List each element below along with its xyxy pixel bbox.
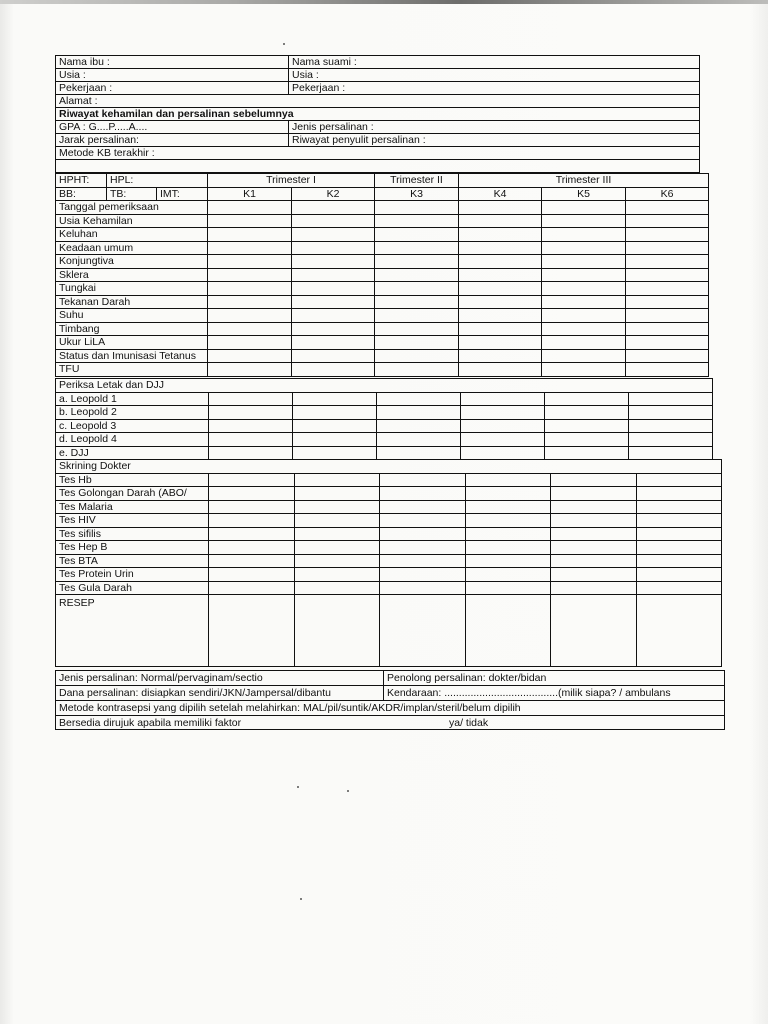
grid-header-row-1: [56, 174, 709, 188]
visit-cell[interactable]: [208, 336, 292, 350]
visit-cell[interactable]: [295, 514, 380, 528]
visit-cell[interactable]: [209, 406, 293, 420]
visit-cell[interactable]: [629, 433, 713, 447]
visit-cell[interactable]: [208, 282, 292, 296]
row-dana-kendaraan: [55, 685, 725, 700]
visit-cell[interactable]: [459, 255, 542, 269]
visit-cell[interactable]: [292, 295, 375, 309]
visit-cell[interactable]: [293, 406, 377, 420]
blank-cell: [56, 160, 699, 172]
table-row: [56, 282, 709, 296]
visit-cell[interactable]: [637, 568, 722, 582]
visit-k2: K2: [292, 187, 375, 201]
visit-cell[interactable]: [209, 446, 293, 460]
visit-k1: K1: [208, 187, 292, 201]
visit-cell[interactable]: [637, 473, 722, 487]
row-jenis-penolong: [55, 670, 725, 685]
visit-cell[interactable]: [292, 309, 375, 323]
jenis-persalinan-label: Jenis persalinan :: [288, 121, 699, 133]
row-label: Tungkai: [56, 282, 208, 296]
visit-cell[interactable]: [461, 433, 545, 447]
visit-cell[interactable]: [295, 527, 380, 541]
visit-cell[interactable]: [626, 255, 709, 269]
row-usia: [55, 68, 700, 81]
visit-cell[interactable]: [209, 568, 295, 582]
resep-row: [56, 595, 722, 667]
visit-cell[interactable]: [626, 241, 709, 255]
visit-cell[interactable]: [626, 363, 709, 377]
visit-cell[interactable]: [551, 487, 637, 501]
visit-cell[interactable]: [551, 581, 637, 595]
visit-cell[interactable]: [466, 527, 551, 541]
visit-cell[interactable]: [551, 568, 637, 582]
visit-cell[interactable]: [208, 228, 292, 242]
visit-cell[interactable]: [551, 473, 637, 487]
pekerjaan-suami-label: Pekerjaan :: [288, 82, 699, 94]
visit-cell[interactable]: [380, 554, 466, 568]
row-alamat: [55, 94, 700, 107]
row-label: Tes BTA: [56, 554, 209, 568]
visit-cell[interactable]: [292, 214, 375, 228]
visit-cell[interactable]: [209, 473, 295, 487]
visit-cell[interactable]: [459, 214, 542, 228]
visit-cell[interactable]: [293, 392, 377, 406]
visit-cell[interactable]: [551, 527, 637, 541]
visit-cell[interactable]: [466, 568, 551, 582]
row-label: Konjungtiva: [56, 255, 208, 269]
visit-cell[interactable]: [380, 500, 466, 514]
scan-edge: [0, 0, 768, 4]
visit-cell[interactable]: [292, 268, 375, 282]
row-label: Tes Golongan Darah (ABO/: [56, 487, 209, 501]
table-row: [56, 541, 722, 555]
metode-kb-label: Metode KB terakhir :: [59, 147, 155, 159]
row-label: c. Leopold 3: [56, 419, 209, 433]
visit-cell[interactable]: [375, 201, 459, 215]
row-label: a. Leopold 1: [56, 392, 209, 406]
visit-cell[interactable]: [295, 473, 380, 487]
leopold-table: [55, 378, 713, 460]
visit-cell[interactable]: [626, 349, 709, 363]
resep-k1: [209, 595, 295, 667]
visit-cell[interactable]: [626, 214, 709, 228]
trimester-2-label: Trimester II: [375, 174, 459, 188]
resep-k2: [295, 595, 380, 667]
row-metode-kb: [55, 146, 700, 159]
usia-ibu-label: Usia :: [59, 69, 86, 81]
table-row: [56, 241, 709, 255]
visit-cell[interactable]: [629, 419, 713, 433]
visit-cell[interactable]: [542, 255, 626, 269]
table-row: [56, 349, 709, 363]
row-pekerjaan: [55, 81, 700, 94]
table-row: [56, 473, 722, 487]
visit-cell[interactable]: [208, 295, 292, 309]
exam-table: [55, 173, 709, 377]
visit-cell[interactable]: [466, 581, 551, 595]
visit-cell[interactable]: [459, 322, 542, 336]
visit-cell[interactable]: [295, 554, 380, 568]
footer-dirujuk: Bersedia dirujuk apabila memiliki faktor: [59, 717, 242, 729]
visit-cell[interactable]: [637, 514, 722, 528]
table-row: [56, 268, 709, 282]
table-row: [56, 581, 722, 595]
visit-cell[interactable]: [377, 433, 461, 447]
visit-cell[interactable]: [459, 268, 542, 282]
visit-cell[interactable]: [637, 487, 722, 501]
visit-cell[interactable]: [208, 322, 292, 336]
visit-cell[interactable]: [295, 500, 380, 514]
visit-cell[interactable]: [208, 349, 292, 363]
resep-k3: [380, 595, 466, 667]
visit-k6: K6: [626, 187, 709, 201]
visit-cell[interactable]: [375, 255, 459, 269]
row-dirujuk: [55, 715, 725, 730]
visit-cell[interactable]: [545, 392, 629, 406]
hpht-label: HPHT:: [56, 174, 107, 188]
visit-cell[interactable]: [459, 228, 542, 242]
visit-cell[interactable]: [209, 392, 293, 406]
visit-k5: K5: [542, 187, 626, 201]
visit-cell[interactable]: [637, 541, 722, 555]
visit-cell[interactable]: [461, 392, 545, 406]
visit-cell[interactable]: [375, 336, 459, 350]
bb-label: BB:: [56, 187, 107, 201]
table-row: [56, 446, 713, 460]
table-row: [56, 336, 709, 350]
table-row: [56, 487, 722, 501]
footer-ya-tidak: ya/ tidak: [449, 717, 489, 729]
table-row: [56, 255, 709, 269]
nama-suami-label: Nama suami :: [288, 56, 699, 68]
visit-cell[interactable]: [626, 336, 709, 350]
row-label: Tes Hep B: [56, 541, 209, 555]
exam-rows: [56, 201, 709, 377]
row-label: Tes sifilis: [56, 527, 209, 541]
footer-kendaraan: Kendaraan: .......................................(milik siapa? / ambulans: [383, 686, 724, 700]
visit-cell[interactable]: [292, 241, 375, 255]
footer-penolong: Penolong persalinan: dokter/bidan: [383, 671, 724, 685]
visit-cell[interactable]: [626, 282, 709, 296]
row-label: Sklera: [56, 268, 208, 282]
visit-cell[interactable]: [292, 255, 375, 269]
visit-cell[interactable]: [375, 268, 459, 282]
visit-cell[interactable]: [380, 527, 466, 541]
riwayat-title: Riwayat kehamilan dan persalinan sebelumnya: [59, 108, 294, 120]
table-row: [56, 527, 722, 541]
tb-label: TB:: [107, 187, 157, 201]
visit-cell[interactable]: [542, 268, 626, 282]
visit-cell[interactable]: [466, 473, 551, 487]
visit-cell[interactable]: [459, 282, 542, 296]
visit-cell[interactable]: [459, 336, 542, 350]
scan-speck: [300, 898, 302, 900]
visit-cell[interactable]: [459, 309, 542, 323]
riwayat-penyulit-label: Riwayat penyulit persalinan :: [288, 134, 699, 146]
visit-cell[interactable]: [208, 309, 292, 323]
visit-cell[interactable]: [375, 309, 459, 323]
footer-jenis-persalinan: Jenis persalinan: Normal/pervaginam/sectio: [59, 672, 263, 684]
visit-cell[interactable]: [293, 433, 377, 447]
visit-cell[interactable]: [637, 500, 722, 514]
skrining-table: [55, 459, 722, 667]
visit-cell[interactable]: [626, 322, 709, 336]
visit-cell[interactable]: [209, 554, 295, 568]
usia-suami-label: Usia :: [288, 69, 699, 81]
section-skrining-row: [56, 460, 722, 474]
visit-cell[interactable]: [375, 241, 459, 255]
alamat-label: Alamat :: [59, 95, 98, 107]
visit-cell[interactable]: [542, 309, 626, 323]
visit-cell[interactable]: [545, 446, 629, 460]
visit-cell[interactable]: [209, 500, 295, 514]
row-jarak: [55, 133, 700, 146]
footer-kontrasepsi: Metode kontrasepsi yang dipilih setelah melahirkan: MAL/pil/suntik/AKDR/implan/steril/belum dipilih: [59, 702, 521, 714]
visit-cell[interactable]: [542, 214, 626, 228]
table-row: [56, 295, 709, 309]
table-row: [56, 433, 713, 447]
visit-cell[interactable]: [551, 500, 637, 514]
visit-cell[interactable]: [208, 363, 292, 377]
trimester-1-label: Trimester I: [208, 174, 375, 188]
visit-cell[interactable]: [377, 392, 461, 406]
visit-cell[interactable]: [292, 336, 375, 350]
visit-cell[interactable]: [380, 473, 466, 487]
visit-cell[interactable]: [459, 363, 542, 377]
visit-cell[interactable]: [208, 241, 292, 255]
visit-cell[interactable]: [459, 201, 542, 215]
row-label: Tes Protein Urin: [56, 568, 209, 582]
visit-cell[interactable]: [380, 568, 466, 582]
visit-cell[interactable]: [209, 541, 295, 555]
visit-cell[interactable]: [375, 228, 459, 242]
visit-cell[interactable]: [551, 541, 637, 555]
visit-cell[interactable]: [545, 406, 629, 420]
visit-cell[interactable]: [542, 228, 626, 242]
row-label: Status dan Imunisasi Tetanus: [56, 349, 208, 363]
skrining-rows: [56, 473, 722, 595]
identity-block: [55, 55, 700, 173]
visit-cell[interactable]: [380, 514, 466, 528]
visit-cell[interactable]: [542, 295, 626, 309]
visit-cell[interactable]: [461, 419, 545, 433]
visit-cell[interactable]: [377, 446, 461, 460]
leopold-rows: [56, 392, 713, 460]
visit-cell[interactable]: [209, 419, 293, 433]
visit-cell[interactable]: [542, 363, 626, 377]
visit-cell[interactable]: [293, 419, 377, 433]
visit-cell[interactable]: [295, 487, 380, 501]
visit-cell[interactable]: [629, 446, 713, 460]
visit-cell[interactable]: [295, 541, 380, 555]
visit-cell[interactable]: [626, 268, 709, 282]
footer-dana: Dana persalinan: disiapkan sendiri/JKN/Jampersal/dibantu: [59, 687, 331, 699]
visit-cell[interactable]: [466, 541, 551, 555]
resep-label: RESEP: [56, 595, 209, 667]
visit-cell[interactable]: [380, 581, 466, 595]
visit-cell[interactable]: [208, 255, 292, 269]
visit-cell[interactable]: [377, 406, 461, 420]
trimester-3-label: Trimester III: [459, 174, 709, 188]
visit-cell[interactable]: [380, 487, 466, 501]
table-row: [56, 554, 722, 568]
row-label: Keluhan: [56, 228, 208, 242]
row-label: Ukur LiLA: [56, 336, 208, 350]
visit-cell[interactable]: [461, 406, 545, 420]
row-gpa: [55, 120, 700, 133]
visit-cell[interactable]: [209, 527, 295, 541]
resep-k4: [466, 595, 551, 667]
row-label: Tes HIV: [56, 514, 209, 528]
visit-cell[interactable]: [295, 581, 380, 595]
visit-cell[interactable]: [292, 363, 375, 377]
visit-cell[interactable]: [466, 500, 551, 514]
row-label: Timbang: [56, 322, 208, 336]
table-row: [56, 514, 722, 528]
table-row: [56, 500, 722, 514]
visit-cell[interactable]: [459, 295, 542, 309]
visit-cell[interactable]: [208, 214, 292, 228]
visit-cell[interactable]: [209, 514, 295, 528]
visit-cell[interactable]: [629, 406, 713, 420]
visit-cell[interactable]: [375, 363, 459, 377]
visit-cell[interactable]: [375, 295, 459, 309]
visit-cell[interactable]: [209, 581, 295, 595]
visit-cell[interactable]: [637, 581, 722, 595]
visit-cell[interactable]: [626, 309, 709, 323]
table-row: [56, 406, 713, 420]
visit-cell[interactable]: [380, 541, 466, 555]
row-label: TFU: [56, 363, 208, 377]
visit-cell[interactable]: [637, 554, 722, 568]
table-row: [56, 568, 722, 582]
visit-k3: K3: [375, 187, 459, 201]
visit-cell[interactable]: [295, 568, 380, 582]
visit-cell[interactable]: [466, 554, 551, 568]
visit-cell[interactable]: [292, 201, 375, 215]
visit-cell[interactable]: [466, 514, 551, 528]
visit-cell[interactable]: [377, 419, 461, 433]
row-blank: [55, 159, 700, 173]
visit-cell[interactable]: [542, 336, 626, 350]
visit-k4: K4: [459, 187, 542, 201]
visit-cell[interactable]: [542, 241, 626, 255]
row-label: Suhu: [56, 309, 208, 323]
row-nama: [55, 55, 700, 68]
row-kontrasepsi: [55, 700, 725, 715]
scan-speck: [283, 43, 285, 45]
table-row: [56, 419, 713, 433]
row-label: b. Leopold 2: [56, 406, 209, 420]
visit-cell[interactable]: [551, 514, 637, 528]
visit-cell[interactable]: [292, 228, 375, 242]
table-row: [56, 363, 709, 377]
visit-cell[interactable]: [551, 554, 637, 568]
visit-cell[interactable]: [375, 349, 459, 363]
visit-cell[interactable]: [542, 349, 626, 363]
visit-cell[interactable]: [542, 282, 626, 296]
visit-cell[interactable]: [375, 282, 459, 296]
visit-cell[interactable]: [637, 527, 722, 541]
table-row: [56, 309, 709, 323]
row-label: e. DJJ: [56, 446, 209, 460]
visit-cell[interactable]: [542, 322, 626, 336]
row-label: Tekanan Darah: [56, 295, 208, 309]
visit-cell[interactable]: [466, 487, 551, 501]
section-letak-row: [56, 379, 713, 393]
table-row: [56, 392, 713, 406]
scan-speck: [297, 786, 299, 788]
table-row: [56, 201, 709, 215]
imt-label: IMT:: [157, 187, 208, 201]
row-label: Tes Hb: [56, 473, 209, 487]
visit-cell[interactable]: [629, 392, 713, 406]
pekerjaan-ibu-label: Pekerjaan :: [59, 82, 113, 94]
row-label: Tes Gula Darah: [56, 581, 209, 595]
scan-speck: [347, 790, 349, 792]
visit-cell[interactable]: [459, 349, 542, 363]
row-label: Tes Malaria: [56, 500, 209, 514]
visit-cell[interactable]: [626, 201, 709, 215]
visit-cell[interactable]: [208, 268, 292, 282]
visit-cell[interactable]: [459, 241, 542, 255]
resep-k6: [637, 595, 722, 667]
row-label: d. Leopold 4: [56, 433, 209, 447]
hpl-label: HPL:: [107, 174, 208, 188]
visit-cell[interactable]: [292, 349, 375, 363]
row-label: Keadaan umum: [56, 241, 208, 255]
visit-cell[interactable]: [209, 433, 293, 447]
visit-cell[interactable]: [208, 201, 292, 215]
row-label: Usia Kehamilan: [56, 214, 208, 228]
nama-ibu-label: Nama ibu :: [59, 56, 110, 68]
footer-block: [55, 670, 725, 730]
grid-header-row-2: [56, 187, 709, 201]
visit-cell[interactable]: [292, 282, 375, 296]
visit-cell[interactable]: [626, 228, 709, 242]
row-riwayat-title: [55, 107, 700, 120]
resep-k5: [551, 595, 637, 667]
visit-cell[interactable]: [209, 487, 295, 501]
visit-cell[interactable]: [545, 419, 629, 433]
table-row: [56, 228, 709, 242]
visit-cell[interactable]: [542, 201, 626, 215]
table-row: [56, 214, 709, 228]
gpa-label: GPA : G....P.....A....: [59, 121, 148, 133]
jarak-persalinan-label: Jarak persalinan:: [59, 134, 139, 146]
table-row: [56, 322, 709, 336]
visit-cell[interactable]: [292, 322, 375, 336]
section-skrining-label: Skrining Dokter: [56, 460, 722, 474]
section-letak-label: Periksa Letak dan DJJ: [56, 379, 713, 393]
visit-cell[interactable]: [375, 214, 459, 228]
visit-cell[interactable]: [626, 295, 709, 309]
visit-cell[interactable]: [375, 322, 459, 336]
visit-cell[interactable]: [293, 446, 377, 460]
visit-cell[interactable]: [461, 446, 545, 460]
visit-cell[interactable]: [545, 433, 629, 447]
row-label: Tanggal pemeriksaan: [56, 201, 208, 215]
